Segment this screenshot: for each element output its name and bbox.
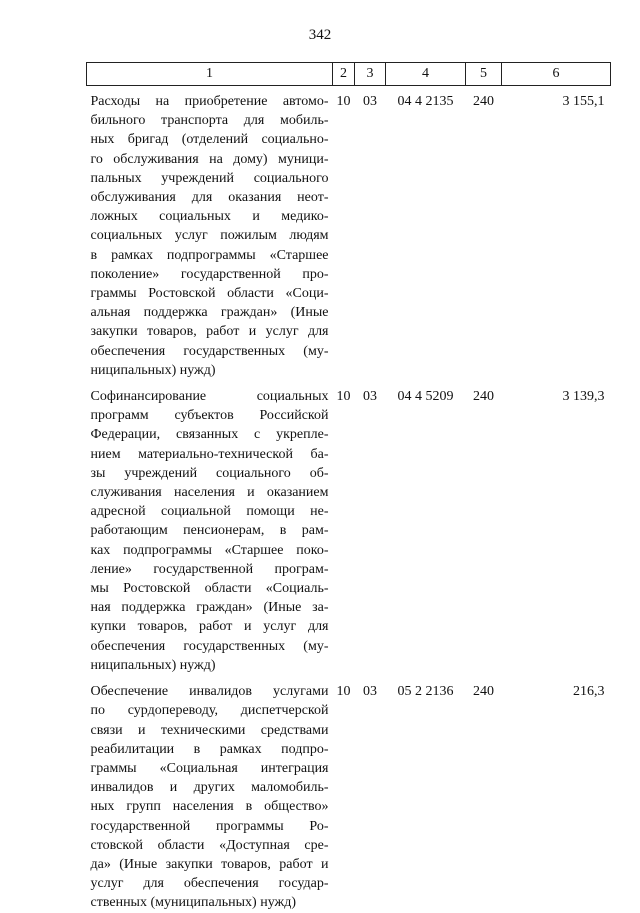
header-row [87,63,611,86]
description-line: программ субъектов Российской [90,408,329,424]
table-row [87,675,611,912]
page-number: 342 [308,27,332,43]
description-line: реабилитации в рамках подпро- [90,741,329,757]
description-line: обеспечения государственных (му- [90,343,329,359]
description-line: инвалидов и других маломобиль- [90,780,329,796]
description-line: пальных учреждений социального [90,170,329,186]
description-line: Федерации, связанных с укрепле- [90,427,329,443]
description-line: альная поддержка граждан» (Иные [90,305,329,321]
description-line: Софинансирование социальных [90,389,329,405]
header-cell-6: 6 [502,63,611,86]
description-line: ниципальных) нужд) [90,362,216,378]
description-line: ных бригад (отделений социально- [90,132,329,148]
description-line: закупки товаров, работ и услуг для [90,324,329,340]
row-amount: 216,3 [573,684,605,700]
description-line: зы учреждений социального об- [90,465,329,481]
row-subsection-code: 03 [363,94,377,109]
description-line: мы Ростовской области «Социаль- [90,581,329,597]
description-line: граммы «Социальная интеграция [90,760,329,776]
description-line: Обеспечение инвалидов услугами [90,684,329,700]
row-expense-type-code: 240 [473,389,494,405]
table-row [87,380,611,675]
description-line: граммы Ростовской области «Соци- [90,286,329,302]
row-target-code: 04 4 2135 [397,94,454,109]
description-line: купки товаров, работ и услуг для [90,619,329,635]
description-line: го обслуживания на дому) муници- [90,151,329,167]
table-header [87,63,611,86]
header-cell-1: 1 [87,63,333,86]
description-line: нием материально-технической ба- [90,446,329,462]
description-line: по сурдопереводу, диспетчерской [90,703,329,719]
description-line: услуг для обеспечения государ- [90,876,329,892]
description-line: государственной программы Ро- [90,818,329,834]
description-line: обслуживания для оказания неот- [90,190,329,206]
row-target-code: 05 2 2136 [397,684,454,700]
row-subsection-code: 03 [363,389,377,405]
row-section-code: 10 [336,684,351,700]
description-line: социальных услуг пожилым людям [90,228,329,244]
header-cell-4: 4 [386,63,466,86]
row-expense-type-code: 240 [473,94,494,109]
row-amount: 3 139,3 [562,389,605,405]
description-line: поколение» государственной про- [90,266,329,282]
row-subsection-code: 03 [363,684,377,700]
description-line: в рамках подпрограммы «Старшее [90,247,329,263]
header-cell-5: 5 [466,63,502,86]
description-line: работающим пенсионерам, в рам- [90,523,329,539]
row-description [87,675,333,912]
description-line: бильного транспорта для мобиль- [90,113,329,129]
description-line: да» (Иные закупки товаров, работ и [90,856,329,872]
description-line: обеспечения государственных (му- [90,638,329,654]
description-line: связи и техническими средствами [90,722,329,738]
description-line: Расходы на приобретение автомо- [90,94,329,109]
description-line: служивания населения и оказанием [90,485,329,501]
description-line: ственных (муниципальных) нужд) [90,895,296,911]
description-line: адресной социальной помощи не- [90,504,329,520]
description-line: ложных социальных и медико- [90,209,329,225]
description-line: ная поддержка граждан» (Иные за- [90,600,329,616]
row-section-code: 10 [336,94,351,109]
description-line: ках подпрограммы «Старшее поко- [90,542,329,558]
table-body [87,86,611,913]
header-cell-2: 2 [333,63,355,86]
row-section-code: 10 [336,389,351,405]
description-line: ниципальных) нужд) [90,657,216,673]
header-cell-3: 3 [355,63,386,86]
row-amount: 3 155,1 [562,94,605,109]
row-target-code: 04 4 5209 [397,389,454,405]
row-expense-type-code: 240 [473,684,494,700]
description-line: ных групп населения в общество» [90,799,329,815]
table-row [87,86,611,381]
row-description [87,380,333,675]
description-line: ление» государственной програм- [90,561,329,577]
row-description [87,86,333,381]
description-line: стовской области «Доступная сре- [90,837,329,853]
budget-table [86,62,611,913]
